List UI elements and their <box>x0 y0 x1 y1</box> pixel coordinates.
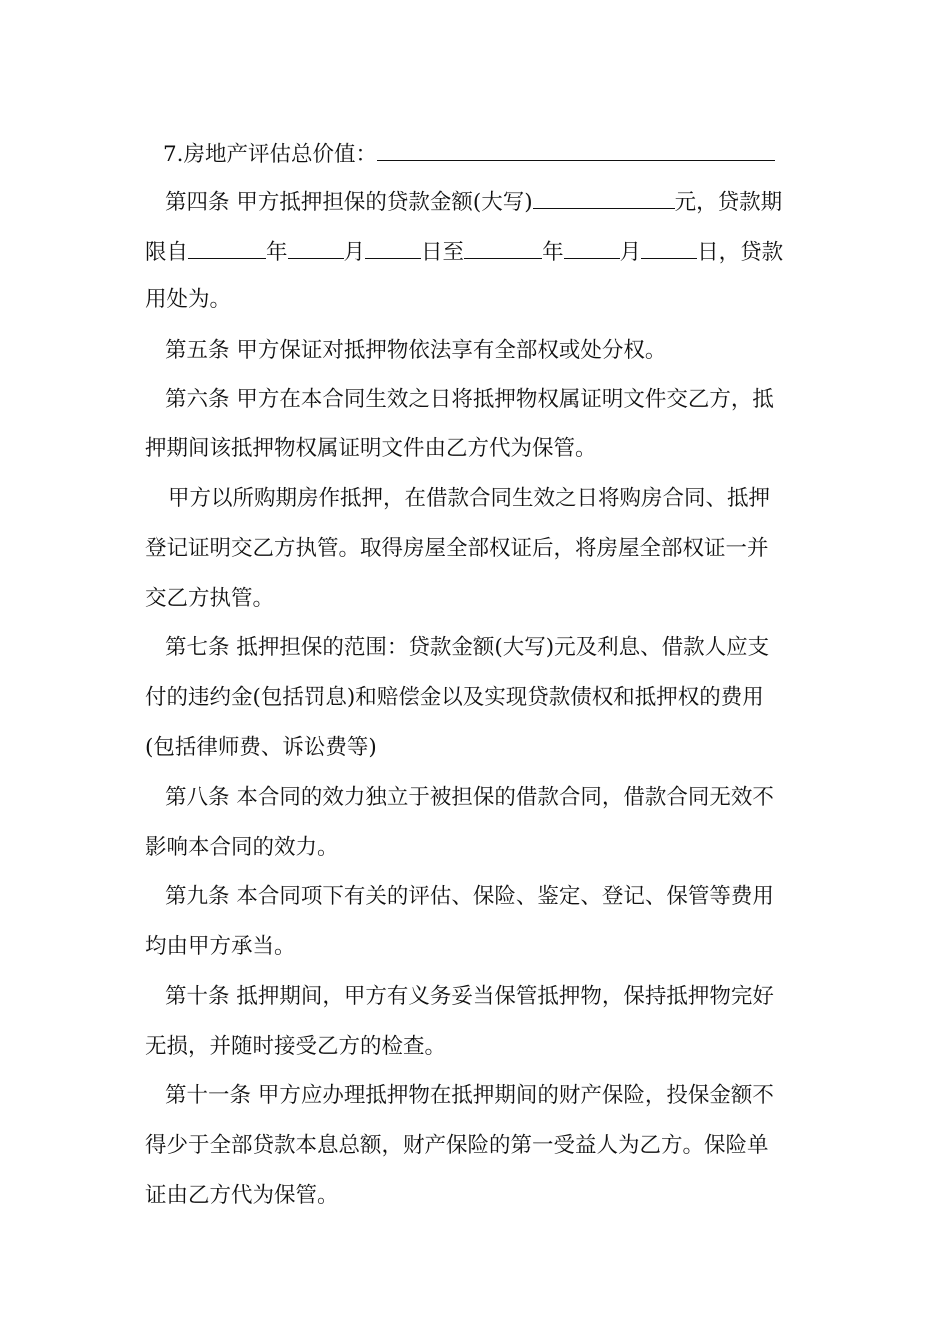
day-to-label: 日至 <box>421 240 465 265</box>
article-4-text: 元，贷款期 <box>674 190 783 215</box>
article-4-text: 限自 <box>145 240 189 265</box>
valuation-blank <box>377 138 775 161</box>
article-4-line-1 <box>165 186 830 218</box>
article-6-line-1: 第六条 甲方在本合同生效之日将抵押物权属证明文件交乙方，抵 <box>165 387 774 412</box>
article-4-line-2 <box>145 236 810 268</box>
article-11-line-1: 第十一条 甲方应办理抵押物在抵押期间的财产保险，投保金额不 <box>165 1083 774 1108</box>
year-label: 年 <box>266 240 288 265</box>
item-7-label: 7.房地产评估总价值： <box>163 142 378 167</box>
article-7-line-1: 第七条 抵押担保的范围：贷款金额(大写)元及利息、借款人应支 <box>165 635 770 660</box>
start-month-blank <box>288 236 344 259</box>
item-7-line <box>163 138 828 170</box>
start-year-blank <box>188 236 266 259</box>
month-label: 月 <box>619 240 642 265</box>
article-9-line-1: 第九条 本合同项下有关的评估、保险、鉴定、登记、保管等费用 <box>165 884 774 909</box>
article-8-line-2: 影响本合同的效力。 <box>145 835 339 860</box>
article-9-line-2: 均由甲方承当。 <box>145 934 296 959</box>
end-month-blank <box>564 236 620 259</box>
article-6-line-2: 押期间该抵押物权属证明文件由乙方代为保管。 <box>145 436 597 461</box>
month-label: 月 <box>343 240 366 265</box>
article-11-line-2: 得少于全部贷款本息总额，财产保险的第一受益人为乙方。保险单 <box>145 1133 769 1158</box>
purchase-line-2: 登记证明交乙方执管。取得房屋全部权证后，将房屋全部权证一并 <box>145 536 769 561</box>
article-10-line-2: 无损，并随时接受乙方的检查。 <box>145 1034 447 1059</box>
article-5-line-1: 第五条 甲方保证对抵押物依法享有全部权或处分权。 <box>165 338 667 363</box>
start-day-blank <box>365 236 421 259</box>
loan-amount-blank <box>533 186 675 209</box>
article-4-text: 日，贷款 <box>697 240 784 265</box>
article-7-line-3: (包括律师费、诉讼费等) <box>145 735 377 760</box>
end-day-blank <box>641 236 697 259</box>
article-11-line-3: 证由乙方代为保管。 <box>145 1183 339 1208</box>
article-4-text: 第四条 甲方抵押担保的贷款金额(大写) <box>165 190 533 215</box>
purchase-line-3: 交乙方执管。 <box>145 586 275 611</box>
end-year-blank <box>464 236 542 259</box>
article-7-line-2: 付的违约金(包括罚息)和赔偿金以及实现贷款债权和抵押权的费用 <box>145 685 764 710</box>
year-label: 年 <box>542 240 564 265</box>
purchase-line-1: 甲方以所购期房作抵押，在借款合同生效之日将购房合同、抵押 <box>168 486 771 511</box>
article-4-line-3: 用处为。 <box>145 287 232 312</box>
article-8-line-1: 第八条 本合同的效力独立于被担保的借款合同，借款合同无效不 <box>165 785 774 810</box>
article-10-line-1: 第十条 抵押期间，甲方有义务妥当保管抵押物，保持抵押物完好 <box>165 984 774 1009</box>
